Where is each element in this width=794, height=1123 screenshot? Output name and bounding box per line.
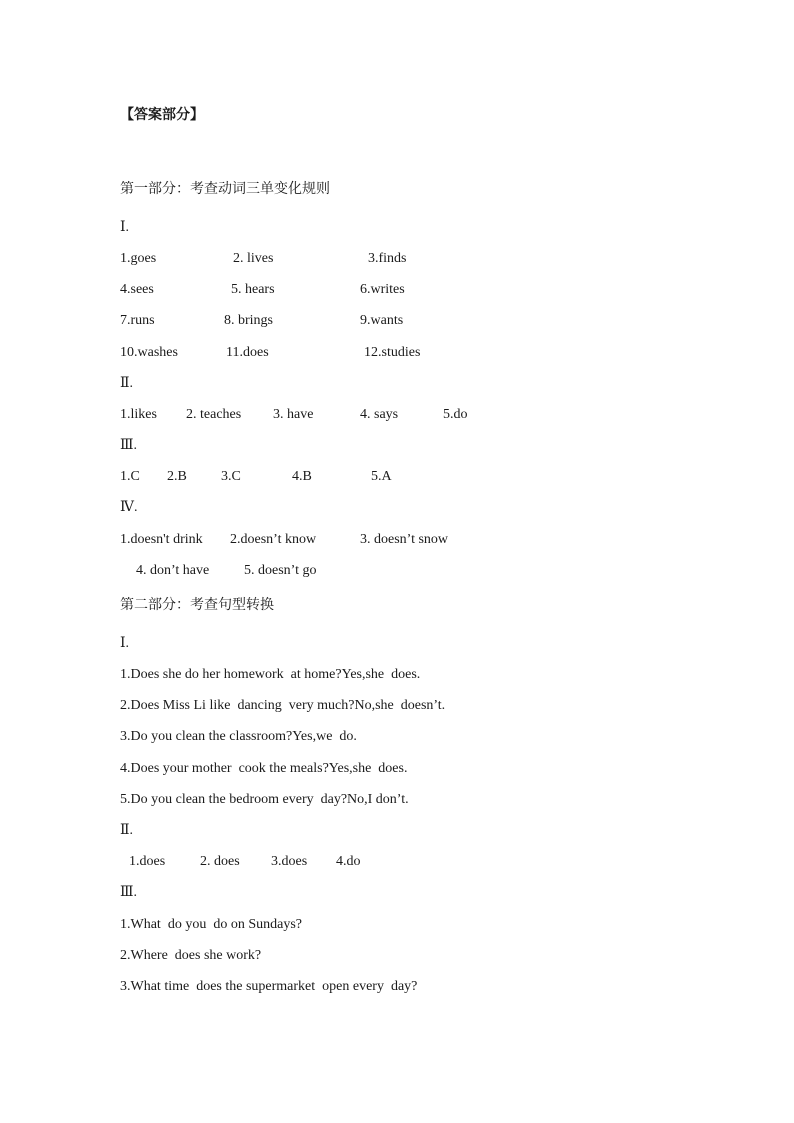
part2-heading: 第二部分：考查句型转换 <box>120 597 274 613</box>
answer-item: 11.does <box>226 345 269 360</box>
answer-item: 10.washes <box>120 345 178 360</box>
answer-item: 5.A <box>371 469 392 484</box>
sentence-line: 3.Do you clean the classroom?Yes,we do. <box>120 729 357 744</box>
answer-item: 4. says <box>360 407 399 422</box>
part1-sec1-label: Ⅰ. <box>120 220 130 235</box>
answer-title: 【答案部分】 <box>120 107 204 123</box>
answer-item: 3.does <box>271 854 308 869</box>
sentence-line: 4.Does your mother cook the meals?Yes,she does. <box>120 761 408 776</box>
answer-item: 2.B <box>167 469 187 484</box>
answer-item: 5. hears <box>231 282 275 297</box>
answer-item: 2.doesn’t know <box>230 532 317 547</box>
sentence-line: 3.What time does the supermarket open every day? <box>120 979 418 994</box>
answer-item: 12.studies <box>364 345 421 360</box>
answer-item: 3. have <box>273 407 314 422</box>
sentence-line: 2.Where does she work? <box>120 948 262 963</box>
answer-item: 5. doesn’t go <box>244 563 317 578</box>
part2-sec1-label: Ⅰ. <box>120 636 130 651</box>
answer-item: 1.likes <box>120 407 157 422</box>
answer-item: 4.do <box>336 854 361 869</box>
answer-item: 1.doesn't drink <box>120 532 203 547</box>
part1-heading: 第一部分：考查动词三单变化规则 <box>120 181 330 197</box>
answer-item: 6.writes <box>360 282 405 297</box>
sentence-line: 5.Do you clean the bedroom every day?No,I don’t. <box>120 792 409 807</box>
answer-item: 8. brings <box>224 313 273 328</box>
answer-item: 4. don’t have <box>136 563 210 578</box>
answer-item: 1.C <box>120 469 140 484</box>
answer-item: 2. teaches <box>186 407 242 422</box>
part2-sec3-label: Ⅲ. <box>120 885 138 900</box>
answer-item: 2. lives <box>233 251 274 266</box>
answer-item: 4.sees <box>120 282 154 297</box>
answer-item: 1.does <box>129 854 166 869</box>
part1-sec2-label: Ⅱ. <box>120 376 134 391</box>
sentence-line: 1.Does she do her homework at home?Yes,she does. <box>120 667 421 682</box>
answer-item: 5.do <box>443 407 468 422</box>
answer-item: 7.runs <box>120 313 155 328</box>
part2-sec2-label: Ⅱ. <box>120 823 134 838</box>
part1-sec3-label: Ⅲ. <box>120 438 138 453</box>
part1-sec4-label: Ⅳ. <box>120 500 138 515</box>
answer-item: 4.B <box>292 469 312 484</box>
answer-item: 1.goes <box>120 251 157 266</box>
sentence-line: 1.What do you do on Sundays? <box>120 917 302 932</box>
answer-item: 9.wants <box>360 313 404 328</box>
answer-item: 2. does <box>200 854 240 869</box>
answer-item: 3. doesn’t snow <box>360 532 449 547</box>
answer-item: 3.finds <box>368 251 407 266</box>
answer-item: 3.C <box>221 469 241 484</box>
sentence-line: 2.Does Miss Li like dancing very much?No,she doesn’t. <box>120 698 446 713</box>
